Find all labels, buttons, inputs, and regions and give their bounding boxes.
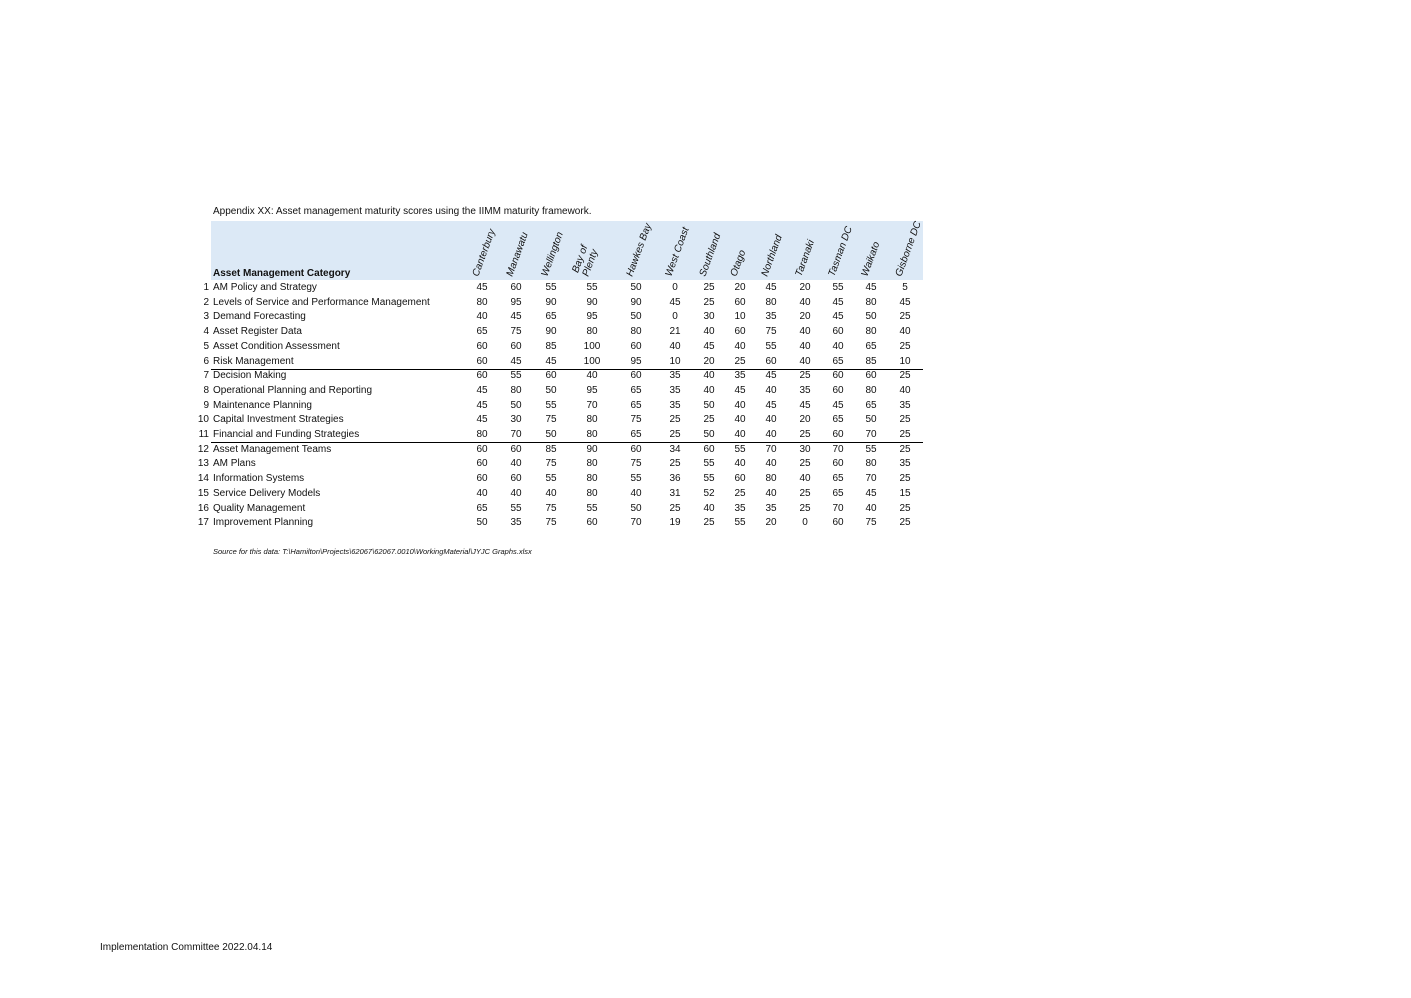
score-cell: 45 <box>832 399 844 411</box>
score-cell: 40 <box>734 399 746 411</box>
column-header-text: Otago <box>728 248 749 278</box>
score-cell: 80 <box>865 458 877 470</box>
score-cell: 40 <box>734 340 746 352</box>
score-cell: 80 <box>765 296 777 308</box>
score-cell: 60 <box>832 370 844 382</box>
category-label: Decision Making <box>213 370 287 382</box>
score-cell: 75 <box>545 414 557 426</box>
score-cell: 55 <box>703 458 715 470</box>
score-cell: 40 <box>703 502 715 514</box>
score-cell: 80 <box>586 429 598 440</box>
score-cell: 55 <box>703 473 715 485</box>
row-number: 14 <box>197 473 209 485</box>
score-cell: 40 <box>669 340 681 352</box>
category-label: Risk Management <box>213 355 294 367</box>
score-cell: 25 <box>703 282 715 293</box>
category-label: Information Systems <box>213 473 305 485</box>
score-cell: 35 <box>899 399 911 411</box>
score-cell: 75 <box>630 458 642 470</box>
score-cell: 25 <box>669 458 681 470</box>
score-cell: 65 <box>545 311 557 323</box>
score-cell: 25 <box>734 487 746 499</box>
score-cell: 85 <box>545 443 557 455</box>
score-cell: 60 <box>832 429 844 440</box>
score-cell: 25 <box>703 414 715 426</box>
score-cell: 65 <box>630 384 642 396</box>
score-cell: 45 <box>899 296 911 308</box>
score-cell: 0 <box>672 311 678 323</box>
row-number: 5 <box>203 340 209 352</box>
score-cell: 65 <box>832 473 844 485</box>
score-cell: 25 <box>799 502 811 514</box>
score-cell: 45 <box>765 370 777 382</box>
score-cell: 45 <box>669 296 681 308</box>
score-cell: 60 <box>703 443 715 455</box>
score-cell: 35 <box>669 384 681 396</box>
score-cell: 40 <box>734 414 746 426</box>
row-number: 4 <box>203 326 209 338</box>
score-cell: 80 <box>586 473 598 485</box>
score-cell: 50 <box>865 311 877 323</box>
row-number: 9 <box>203 399 209 411</box>
score-cell: 40 <box>630 487 642 499</box>
score-cell: 55 <box>734 443 746 455</box>
score-cell: 60 <box>630 340 642 352</box>
score-cell: 25 <box>899 517 911 529</box>
score-cell: 65 <box>832 414 844 426</box>
score-cell: 60 <box>734 326 746 338</box>
score-cell: 75 <box>545 502 557 514</box>
score-cell: 60 <box>865 370 877 382</box>
score-cell: 45 <box>476 384 488 396</box>
row-number: 16 <box>197 502 209 514</box>
score-cell: 40 <box>703 326 715 338</box>
score-cell: 25 <box>734 355 746 367</box>
score-cell: 40 <box>799 473 811 485</box>
score-cell: 35 <box>734 502 746 514</box>
score-cell: 60 <box>476 458 488 470</box>
score-cell: 55 <box>545 399 557 411</box>
score-cell: 60 <box>510 282 522 293</box>
score-cell: 80 <box>586 487 598 499</box>
score-cell: 40 <box>734 429 746 440</box>
score-cell: 70 <box>630 517 642 529</box>
category-label: Improvement Planning <box>213 517 314 529</box>
score-cell: 65 <box>476 326 488 338</box>
score-cell: 50 <box>510 399 522 411</box>
score-cell: 50 <box>630 311 642 323</box>
score-cell: 25 <box>899 311 911 323</box>
score-cell: 60 <box>510 340 522 352</box>
score-cell: 21 <box>669 326 681 338</box>
column-header-text: Taranaki <box>793 238 817 278</box>
column-header-text: Gisborne DC <box>893 219 924 278</box>
score-cell: 60 <box>476 370 488 382</box>
score-cell: 55 <box>545 282 557 293</box>
score-cell: 36 <box>669 473 681 485</box>
score-cell: 40 <box>586 370 598 382</box>
score-cell: 50 <box>865 414 877 426</box>
score-cell: 40 <box>765 414 777 426</box>
score-cell: 20 <box>799 414 811 426</box>
score-cell: 80 <box>476 429 488 440</box>
score-cell: 50 <box>630 282 642 293</box>
score-cell: 60 <box>476 340 488 352</box>
category-label: Asset Condition Assessment <box>213 340 340 352</box>
score-cell: 5 <box>902 282 908 293</box>
score-cell: 60 <box>765 355 777 367</box>
score-cell: 19 <box>669 517 681 529</box>
category-label: Operational Planning and Reporting <box>213 384 372 396</box>
score-cell: 25 <box>899 370 911 382</box>
score-cell: 40 <box>799 326 811 338</box>
score-cell: 60 <box>476 355 488 367</box>
score-cell: 90 <box>630 296 642 308</box>
score-cell: 55 <box>586 502 598 514</box>
row-number: 6 <box>203 355 209 367</box>
column-header-text: Manawatu <box>504 230 531 278</box>
score-cell: 45 <box>476 399 488 411</box>
score-cell: 31 <box>669 487 681 499</box>
row-number: 8 <box>203 384 209 396</box>
row-number: 3 <box>203 311 209 323</box>
score-cell: 80 <box>510 384 522 396</box>
score-cell: 65 <box>630 399 642 411</box>
score-cell: 25 <box>669 429 681 440</box>
score-cell: 40 <box>799 340 811 352</box>
score-cell: 55 <box>586 282 598 293</box>
score-cell: 40 <box>899 326 911 338</box>
score-cell: 80 <box>586 326 598 338</box>
score-cell: 10 <box>669 355 681 367</box>
score-cell: 85 <box>865 355 877 367</box>
score-cell: 40 <box>703 370 715 382</box>
column-header-text: Southland <box>697 231 724 278</box>
score-cell: 75 <box>545 517 557 529</box>
score-cell: 25 <box>799 487 811 499</box>
score-cell: 65 <box>630 429 642 440</box>
score-cell: 70 <box>832 502 844 514</box>
score-cell: 10 <box>899 355 911 367</box>
score-cell: 80 <box>586 414 598 426</box>
category-label: Quality Management <box>213 502 306 514</box>
score-cell: 75 <box>510 326 522 338</box>
group-divider-1 <box>211 369 923 370</box>
score-cell: 0 <box>672 282 678 293</box>
score-cell: 65 <box>832 355 844 367</box>
score-cell: 70 <box>865 429 877 440</box>
score-cell: 50 <box>545 429 557 440</box>
row-number: 7 <box>203 370 209 382</box>
score-cell: 25 <box>899 429 911 440</box>
score-cell: 75 <box>630 414 642 426</box>
score-cell: 70 <box>586 399 598 411</box>
column-header-text: Canterbury <box>470 227 498 278</box>
score-cell: 55 <box>630 473 642 485</box>
score-cell: 40 <box>765 384 777 396</box>
score-cell: 35 <box>765 311 777 323</box>
score-cell: 50 <box>545 384 557 396</box>
column-header-text: Northland <box>759 233 785 278</box>
score-cell: 90 <box>545 296 557 308</box>
score-cell: 55 <box>765 340 777 352</box>
score-cell: 80 <box>476 296 488 308</box>
score-cell: 45 <box>765 282 777 293</box>
score-cell: 40 <box>799 296 811 308</box>
score-cell: 60 <box>832 326 844 338</box>
row-number: 12 <box>197 443 209 455</box>
score-cell: 40 <box>476 487 488 499</box>
score-cell: 40 <box>734 458 746 470</box>
group-divider-2 <box>211 442 923 443</box>
column-header-text: Bay of Plenty <box>570 243 601 278</box>
score-cell: 25 <box>703 296 715 308</box>
score-cell: 25 <box>799 370 811 382</box>
score-cell: 60 <box>734 296 746 308</box>
score-cell: 40 <box>899 384 911 396</box>
row-number: 15 <box>197 487 209 499</box>
score-cell: 30 <box>799 443 811 455</box>
category-label: Capital Investment Strategies <box>213 414 344 426</box>
score-cell: 45 <box>799 399 811 411</box>
score-cell: 45 <box>476 414 488 426</box>
score-cell: 20 <box>703 355 715 367</box>
score-cell: 25 <box>669 414 681 426</box>
row-number: 17 <box>197 517 209 529</box>
score-cell: 60 <box>586 517 598 529</box>
row-number: 11 <box>198 429 209 440</box>
score-cell: 25 <box>899 473 911 485</box>
score-cell: 60 <box>734 473 746 485</box>
score-cell: 40 <box>765 429 777 440</box>
score-cell: 20 <box>799 311 811 323</box>
score-cell: 45 <box>865 487 877 499</box>
page-footer: Implementation Committee 2022.04.14 <box>100 942 273 953</box>
score-cell: 45 <box>545 355 557 367</box>
score-cell: 50 <box>703 399 715 411</box>
category-label: AM Policy and Strategy <box>213 282 317 293</box>
score-cell: 35 <box>510 517 522 529</box>
score-cell: 40 <box>703 384 715 396</box>
column-header-text: Hawkes Bay <box>624 222 655 278</box>
score-cell: 60 <box>510 473 522 485</box>
score-cell: 65 <box>476 502 488 514</box>
score-cell: 40 <box>510 458 522 470</box>
category-label: Maintenance Planning <box>213 399 312 411</box>
score-cell: 50 <box>630 502 642 514</box>
score-cell: 50 <box>476 517 488 529</box>
score-cell: 80 <box>765 473 777 485</box>
column-header-text: West Coast <box>663 225 692 278</box>
score-cell: 60 <box>630 370 642 382</box>
score-cell: 95 <box>586 384 598 396</box>
score-cell: 70 <box>765 443 777 455</box>
score-cell: 60 <box>832 458 844 470</box>
row-number: 2 <box>203 296 209 308</box>
score-cell: 30 <box>703 311 715 323</box>
score-cell: 35 <box>669 399 681 411</box>
score-cell: 80 <box>865 384 877 396</box>
score-cell: 80 <box>586 458 598 470</box>
score-cell: 45 <box>734 384 746 396</box>
category-label: Asset Register Data <box>213 326 302 338</box>
score-cell: 75 <box>865 517 877 529</box>
score-cell: 40 <box>765 458 777 470</box>
score-cell: 95 <box>586 311 598 323</box>
row-number: 1 <box>203 282 209 293</box>
score-cell: 70 <box>865 473 877 485</box>
score-cell: 60 <box>476 473 488 485</box>
score-cell: 20 <box>799 282 811 293</box>
score-cell: 35 <box>899 458 911 470</box>
score-cell: 70 <box>832 443 844 455</box>
score-cell: 100 <box>583 355 601 367</box>
score-cell: 70 <box>510 429 522 440</box>
table-caption: Appendix XX: Asset management maturity scores using the IIMM maturity framework. <box>213 206 592 217</box>
score-cell: 55 <box>510 370 522 382</box>
score-cell: 40 <box>510 487 522 499</box>
score-cell: 52 <box>703 487 715 499</box>
column-header-text: Waikato <box>859 240 883 278</box>
category-column-heading: Asset Management Category <box>213 268 351 279</box>
score-cell: 55 <box>545 473 557 485</box>
score-cell: 25 <box>899 502 911 514</box>
score-cell: 60 <box>510 443 522 455</box>
category-label: AM Plans <box>213 458 256 470</box>
score-cell: 65 <box>865 399 877 411</box>
score-cell: 80 <box>630 326 642 338</box>
score-cell: 40 <box>765 487 777 499</box>
category-label: Service Delivery Models <box>213 487 321 499</box>
score-cell: 90 <box>586 296 598 308</box>
category-label: Asset Management Teams <box>213 443 332 455</box>
score-cell: 55 <box>510 502 522 514</box>
score-cell: 55 <box>832 282 844 293</box>
score-cell: 75 <box>545 458 557 470</box>
score-cell: 60 <box>832 517 844 529</box>
score-cell: 65 <box>865 340 877 352</box>
score-cell: 25 <box>899 340 911 352</box>
row-number: 13 <box>197 458 209 470</box>
score-cell: 20 <box>734 282 746 293</box>
category-label: Financial and Funding Strategies <box>213 429 360 440</box>
category-label: Levels of Service and Performance Management <box>213 296 430 308</box>
score-cell: 55 <box>734 517 746 529</box>
score-cell: 35 <box>734 370 746 382</box>
score-cell: 95 <box>630 355 642 367</box>
score-cell: 80 <box>865 296 877 308</box>
score-cell: 85 <box>545 340 557 352</box>
score-cell: 35 <box>669 370 681 382</box>
score-cell: 45 <box>510 311 522 323</box>
score-cell: 15 <box>899 487 911 499</box>
score-cell: 55 <box>865 443 877 455</box>
score-cell: 35 <box>765 502 777 514</box>
score-cell: 20 <box>765 517 777 529</box>
score-cell: 30 <box>510 414 522 426</box>
score-cell: 60 <box>476 443 488 455</box>
score-cell: 45 <box>832 296 844 308</box>
score-cell: 65 <box>832 487 844 499</box>
score-cell: 40 <box>545 487 557 499</box>
score-cell: 40 <box>476 311 488 323</box>
score-cell: 25 <box>669 502 681 514</box>
score-cell: 45 <box>865 282 877 293</box>
score-cell: 50 <box>703 429 715 440</box>
score-cell: 90 <box>586 443 598 455</box>
score-cell: 25 <box>899 414 911 426</box>
score-cell: 40 <box>799 355 811 367</box>
score-cell: 25 <box>899 443 911 455</box>
score-cell: 100 <box>583 340 601 352</box>
score-cell: 60 <box>630 443 642 455</box>
category-label: Demand Forecasting <box>213 311 306 323</box>
score-cell: 40 <box>865 502 877 514</box>
column-header-text: Tasman DC <box>826 224 855 278</box>
score-cell: 25 <box>799 458 811 470</box>
score-cell: 10 <box>734 311 746 323</box>
score-cell: 0 <box>802 517 808 529</box>
score-cell: 60 <box>832 384 844 396</box>
score-cell: 95 <box>510 296 522 308</box>
score-cell: 45 <box>832 311 844 323</box>
score-cell: 34 <box>669 443 681 455</box>
score-cell: 45 <box>510 355 522 367</box>
score-cell: 90 <box>545 326 557 338</box>
score-cell: 45 <box>703 340 715 352</box>
row-number: 10 <box>197 414 209 426</box>
score-cell: 45 <box>765 399 777 411</box>
score-cell: 35 <box>799 384 811 396</box>
score-cell: 80 <box>865 326 877 338</box>
score-cell: 60 <box>545 370 557 382</box>
score-cell: 75 <box>765 326 777 338</box>
score-cell: 40 <box>832 340 844 352</box>
score-cell: 45 <box>476 282 488 293</box>
source-note: Source for this data: T:\Hamilton\Projects\62067\62067.0010\WorkingMaterial\JYJC Graphs.xlsx <box>213 547 532 556</box>
score-cell: 25 <box>703 517 715 529</box>
score-cell: 25 <box>799 429 811 440</box>
column-header-text: Wellington <box>539 230 566 278</box>
